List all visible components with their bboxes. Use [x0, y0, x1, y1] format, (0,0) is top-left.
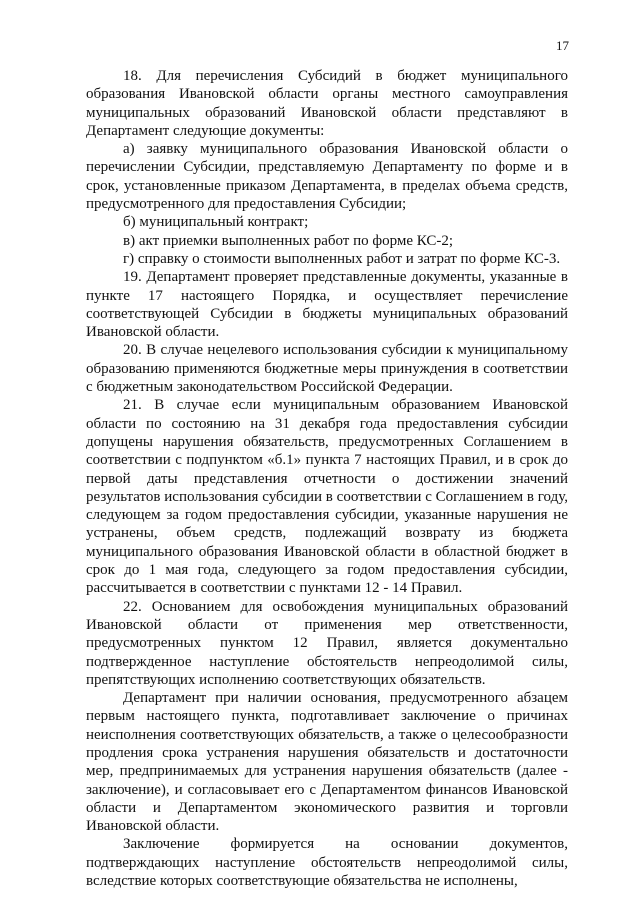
paragraph-22-department: Департамент при наличии основания, предусмотренного абзацем первым настоящего пункта, подготавливает заключение о причинах неисполнения соответствующих обязательств, а также о целесообразности продления срока устранения нарушения обязательств и достаточности мер, предпринимаемых для устранения нарушения обязательств (далее - заключение), и согласовывает его с Департаментом финансов Ивановской области и Департаментом экономического развития и торговли Ивановской области.: [86, 690, 568, 835]
paragraph-20: 20. В случае нецелевого использования субсидии к муниципальному образованию применяются бюджетные меры принуждения в соответствии с бюджетным законодательством Российской Федерации.: [86, 342, 568, 396]
paragraph-19: 19. Департамент проверяет представленные документы, указанные в пункте 17 настоящего Порядка, и осуществляет перечисление соответствующей Субсидии в бюджеты муниципальных образований Ивановской области.: [86, 269, 568, 341]
paragraph-18-g: г) справку о стоимости выполненных работ и затрат по форме КС-3.: [123, 250, 561, 267]
page-number: 17: [556, 38, 569, 53]
paragraph-18: 18. Для перечисления Субсидий в бюджет муниципального образования Ивановской области органы местного самоуправления муниципальных образований Ивановской области представляют в Департамент следующие документы:: [86, 68, 568, 139]
paragraph-22-conclusion: Заключение формируется на основании документов, подтверждающих наступление обстоятельств непреодолимой силы, вследствие которых соответствующие обязательства не исполнены,: [86, 836, 568, 890]
paragraph-22: 22. Основанием для освобождения муниципальных образований Ивановской области от применения мер ответственности, предусмотренных пунктом 12 Правил, является документально подтвержденное наступление обстоятельств непреодолимой силы, препятствующих исполнению соответствующих обязательств.: [86, 598, 568, 688]
paragraph-21: 21. В случае если муниципальным образованием Ивановской области по состоянию на 31 декабря года предоставления субсидии допущены нарушения обязательств, предусмотренных Соглашением в соответствии с подпунктом «б.1» пункта 7 настоящих Правил, и в срок до первой даты представления отчетности о достижении значений результатов использования субсидии в соответствии с Соглашением в году, следующем за годом предоставления субсидии, указанные нарушения не устранены, объем средств, подлежащий возврату из бюджета муниципального образования Ивановской области в областной бюджет в срок до 1 мая года, следующего за годом предоставления субсидии, рассчитывается в соответствии с пунктами 12 - 14 Правил.: [86, 397, 568, 597]
paragraph-18-a: а) заявку муниципального образования Ивановской области о перечислении Субсидии, представляемую Департаменту по форме и в срок, установленные приказом Департамента, в пределах объема средств, предусмотренного для предоставления Субсидии;: [86, 141, 568, 213]
paragraph-18-v: в) акт приемки выполненных работ по форме КС-2;: [123, 232, 454, 249]
paragraph-18-b: б) муниципальный контракт;: [123, 214, 309, 231]
document-body: [86, 67, 568, 890]
